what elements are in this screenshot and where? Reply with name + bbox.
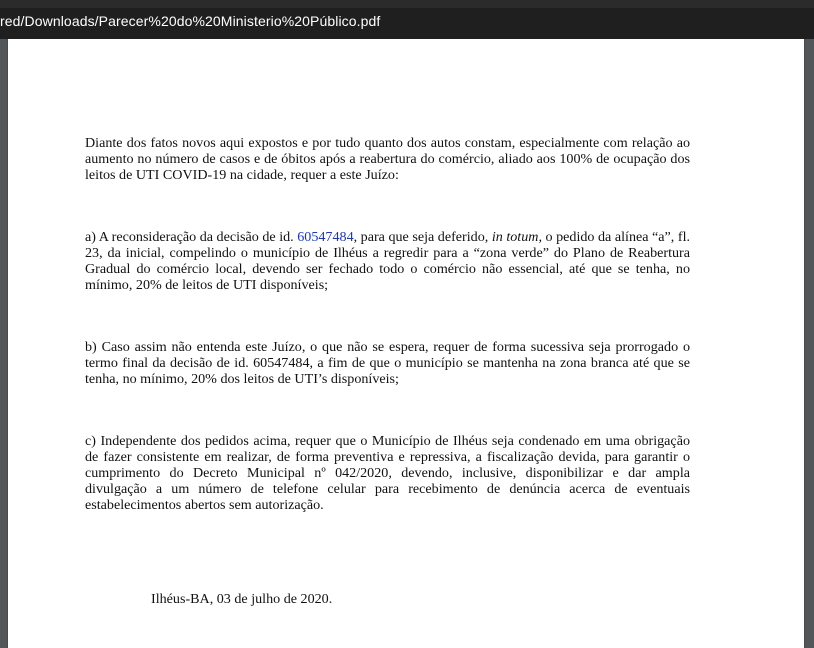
item-a-italic: in totum, (491, 229, 542, 245)
item-a-text-2: , para que seja deferido, (353, 229, 492, 245)
browser-address-bar (0, 0, 814, 39)
request-item-b (85, 339, 690, 387)
request-item-c (85, 433, 690, 513)
intro-text: Diante dos fatos novos aqui expostos e por tudo quanto dos autos constam, especialmente com relação ao aumento no número de casos e de óbitos após a reabertura do comércio, aliado aos 100% de ocupação dos leitos de UTI COVID-19 na cidade, requer a este Juízo: (85, 135, 690, 183)
pdf-page (7, 39, 805, 648)
pdf-viewer[interactable] (0, 39, 814, 648)
item-c-text: c) Independente dos pedidos acima, requer que o Município de Ilhéus seja condenado em uma obrigação de fazer consistente em realizar, de forma preventiva e repressiva, a fiscalização devida, para garantir o cumprimento do Decreto Municipal nº 042/2020, devendo, inclusive, disponibilizar e dar ampla divulgação a um número de telefone celular para recebimento de denúncia acerca de eventuais estabelecimentos abertos sem autorização. (85, 433, 690, 513)
decision-id-link[interactable]: 60547484 (297, 229, 354, 245)
item-b-text: b) Caso assim não entenda este Juízo, o que não se espera, requer de forma sucessiva seja prorrogado o termo final da decisão de id. 60547484, a fim de que o município se mantenha na zona branca até que se tenha, no mínimo, 20% dos leitos de UTI’s disponíveis; (85, 339, 690, 387)
date-line: Ilhéus-BA, 03 de julho de 2020. (151, 591, 333, 607)
tab-strip (0, 0, 814, 8)
intro-paragraph (85, 135, 690, 183)
url-text[interactable]: red/Downloads/Parecer%20do%20Ministerio%20Público.pdf (0, 13, 381, 29)
item-a-text-1: a) A reconsideração da decisão de id. (85, 229, 298, 245)
request-item-a (85, 229, 690, 293)
item-a-text-3: o pedido da alínea “a”, fl. 23, da inicial, compelindo o município de Ilhéus a regredir para a “zona verde” do Plano de Reabertura Gradual do comércio local, devendo ser fechado todo o comércio não essencial, até que se tenha, no mínimo, 20% de leitos de UTI disponíveis; (85, 229, 691, 293)
